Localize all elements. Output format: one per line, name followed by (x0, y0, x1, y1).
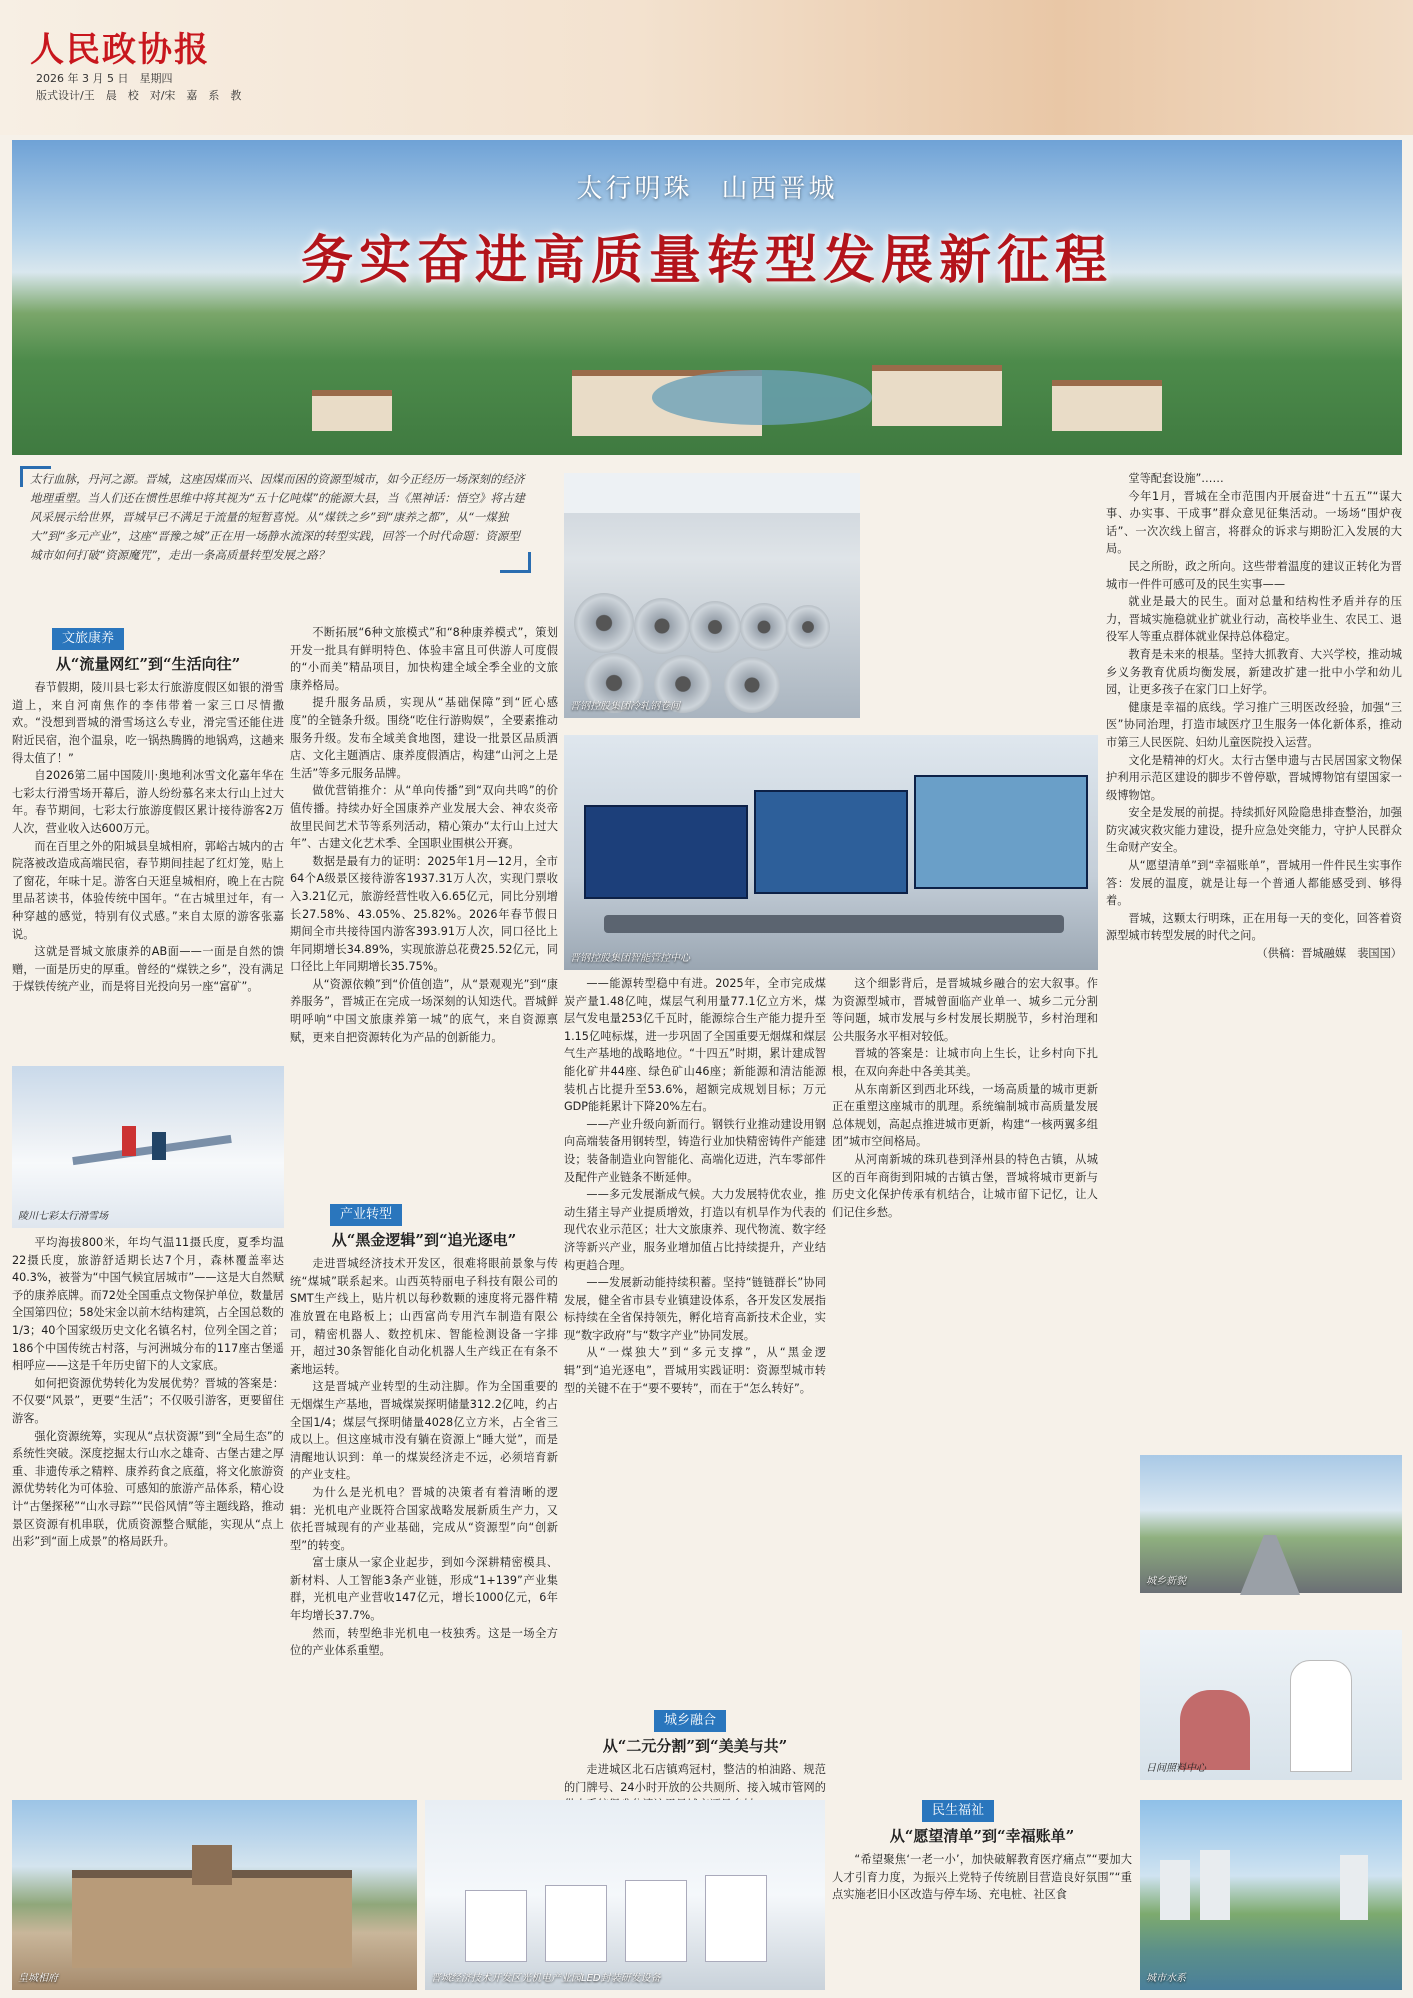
paragraph: 自2026第二届中国陵川·奥地利冰雪文化嘉年华在七彩太行滑雪场开幕后，游人纷纷慕名来太行山上过大年。春节期间，七彩太行旅游度假区累计接待游客2万人次，营业收入达600万元。 (12, 769, 284, 835)
photo-caption: 晋钢控股集团智能管控中心 (570, 953, 690, 964)
paragraph: 从东南新区到西北环线，一场高质量的城市更新正在重塑这座城市的肌理。系统编制城市高质量发展总体规划，高起点推进城市更新，构建“一核两翼多组团”城市空间格局。 (832, 1082, 1098, 1149)
paragraph: 春节假期，陵川县七彩太行旅游度假区如银的滑雪道上，来自河南焦作的李伟带着一家三口尽情撒欢。“没想到晋城的滑雪场这么专业，滑完雪还能住进附近民宿，泡个温泉，吃一锅热腾腾的地锅鸡，这趟来得太值了！” (12, 681, 284, 765)
paragraph: 晋城，这颗太行明珠，正在用每一天的变化，回答着资源型城市转型发展的时代之问。 (1106, 911, 1402, 943)
paragraph: 然而，转型绝非光机电一枝独秀。这是一场全方位的产业体系重塑。 (290, 1626, 558, 1658)
steel-coils-photo (564, 473, 860, 718)
paragraph: 平均海拔800米，年均气温11摄氏度，夏季均温22摄氏度，旅游舒适期长达7个月，森林覆盖率达40.3%，被誉为“中国气候宜居城市”——这是大自然赋予的康养底牌。而72处全国重点文物保护单位，数量居全国第四位；58处宋金以前木结构建筑，占全国总数的1/3；40个国家级历史文化名镇名村，位列全国之首；186个中国传统古村落，与河洲城分布的117座古堡遥相呼应——这是千年历史留下的人文家底。 (12, 1236, 284, 1373)
paragraph: 走进城区北石店镇鸡冠村，整洁的柏油路、规范的门牌号、24小时开放的公共厕所、接入城市管网的 (564, 1763, 826, 1794)
paragraph: 今年1月，晋城在全市范围内开展奋进“十五五”“谋大事、办实事、干成事”群众意见征集活动。一场场“围炉夜话”、一次次线上留言，将群众的诉求与期盼汇入发展的大局。 (1106, 489, 1402, 556)
paragraph: 晋城的答案是：让城市向上生长，让乡村向下扎根，在双向奔赴中各美其美。 (832, 1047, 1098, 1078)
ski-resort-photo (12, 1066, 284, 1228)
display-screen (584, 805, 748, 899)
paragraph: ——多元发展渐成气候。大力发展特优农业，推动生猪主导产业提质增效，打造以有机旱作为代表的现代农业示范区；壮大文旅康养、现代物流、数字经济等新兴产业，服务业增加值占比持续提升，产业结构更趋合理。 (564, 1188, 826, 1272)
issue-staff: 版式设计/王 晨 校 对/宋 嘉 系 教 (36, 89, 242, 102)
paragraph: 从“资源依赖”到“价值创造”，从“景观观光”到“康养服务”，晋城正在完成一场深刻的认知迭代。晋城鲜明呼响“中国文旅康养第一城”的底气，来自资源禀赋，更来自把资源转化为产品的创新能力。 (290, 977, 558, 1044)
clinic-photo (1140, 1630, 1402, 1780)
column-4 (832, 975, 1098, 1795)
paragraph: 安全是发展的前提。持续抓好风险隐患排查整治，加强防灾减灾救灾能力建设，提升应急处突能力，守护人民群众生命财产安全。 (1106, 806, 1402, 855)
column-2-bottom (290, 1204, 558, 1789)
paragraph: 提升服务品质，实现从“基础保障”到“匠心感度”的全链条升级。围绕“吃住行游购娱”，全要素推动服务升级。发布全域美食地图，建设一批景区品质酒店、文化主题酒店、康养度假酒店，构建“山河之上是生活”等多元服务品牌。 (290, 696, 558, 780)
photo-caption: 日间照料中心 (1146, 1763, 1206, 1774)
column-1-top (12, 628, 284, 1061)
castle-tower (192, 1845, 232, 1885)
steel-coil (689, 601, 741, 653)
section-title-welfare: 从“愿望清单”到“幸福账单” (889, 1826, 1075, 1845)
paragraph: 强化资源统筹，实现从“点状资源”到“全局生态”的系统性突破。深度挖掘太行山水之雄奇、古堡古建之厚重、非遗传承之精粹、康养药食之底蕴，将文化旅游资源优势转化为可体验、可感知的旅游产品体系，精心设计“古堡探秘”“山水寻踪”“民俗风情”等主题线路，推动景区资源有机串联，优质资源整合赋能，实现从“点上出彩”到“面上成景”的格局跃升。 (12, 1429, 284, 1549)
photo-caption: 晋钢控股集团冷轧钢卷间 (570, 701, 680, 712)
console-desk (604, 915, 1064, 933)
section-tag-industry: 产业转型 (330, 1204, 402, 1226)
steel-coil (724, 657, 780, 713)
photo-caption: 皇城相府 (18, 1973, 58, 1984)
column-1-bottom (12, 1234, 284, 1789)
control-center-photo (564, 735, 1098, 970)
photo-caption: 城乡新貌 (1146, 1576, 1186, 1587)
tower (1340, 1855, 1368, 1920)
patient (1180, 1690, 1250, 1770)
paragraph: 这个细影背后，是晋城城乡融合的宏大叙事。作为资源型城市，晋城曾面临产业单一、城乡二元分割等问题，城市发展与乡村发展长期脱节，乡村治理和公共服务水平相对较低。 (832, 977, 1098, 1043)
issue-meta (36, 70, 241, 104)
equipment (545, 1885, 607, 1962)
paragraph: ——产业升级向新而行。钢铁行业推动建设用钢向高端装备用钢转型，铸造行业加快精密铸件产能建设；装备制造业向智能化、高端化迈进，汽车零部件及配件产业链条不断延伸。 (564, 1117, 826, 1184)
paragraph: 教育是未来的根基。坚持大抓教育、大兴学校，推动城乡义务教育优质均衡发展，新建改扩建一批中小学和幼儿园，让更多孩子在家门口上好学。 (1106, 647, 1402, 697)
paragraph: 不断拓展“6种文旅模式”和“8种康养模式”，策划开发一批具有鲜明特色、体验丰富且可供游人可度假的“小而美”精品项目，加快构建全域全季全业的文旅康养格局。 (290, 626, 558, 692)
paragraph: ——发展新动能持续积蓄。坚持“链链群长”协同发展，健全省市县专业镇建设体系，各开发区发展指标持续在全省保持领先，孵化培育高新技术企业，实现“数字政府”与“数字产业”协同发展。 (564, 1276, 826, 1342)
display-screen (914, 775, 1088, 889)
road-photo (1140, 1455, 1402, 1593)
paragraph: 就业是最大的民生。面对总量和结构性矛盾并存的压力，晋城实施稳就业扩就业行动，高校毕业生、农民工、退役军人等重点群体就业保持总体稳定。 (1106, 595, 1402, 644)
resort-building (1052, 380, 1162, 431)
doctor (1290, 1660, 1352, 1772)
section-tag-culture: 文旅康养 (52, 628, 124, 650)
photo-caption: 城市水系 (1146, 1973, 1186, 1984)
paragraph: 文化是精神的灯火。太行古堡申遗与古民居国家文物保护利用示范区建设的脚步不曾停歇，晋城博物馆有望国家一级博物馆。 (1106, 753, 1402, 802)
section-title-culture: 从“流量网红”到“生活向往” (55, 654, 241, 673)
paragraph: 从河南新城的珠玑巷到泽州县的特色古镇，从城区的百年商街到阳城的古镇古堡，晋城将城市更新与历史文化保护传承有机结合，让城市留下记忆，让人们记住乡愁。 (832, 1152, 1098, 1219)
paragraph: 走进晋城经济技术开发区，很难将眼前景象与传统“煤城”联系起来。山西英特丽电子科技有限公司的SMT生产线上，贴片机以每秒数颗的速度将元器件精准放置在电路板上；山西富尚专用汽车制造有限公司，精密机器人、数控机床、智能检测设备一字排开，超过30条智能化自动化机器人生产线正在有条不紊地运转。 (290, 1257, 558, 1376)
resort-building (872, 365, 1002, 426)
section-tag-urban: 城乡融合 (654, 1710, 726, 1732)
tower (1200, 1850, 1230, 1920)
equipment (465, 1890, 527, 1962)
column-3-urban (564, 1710, 826, 1794)
lake (652, 370, 872, 425)
paragraph: ——能源转型稳中有进。2025年，全市完成煤炭产量1.48亿吨，煤层气利用量77.1亿立方米，煤层气发电量253亿千瓦时，能源综合生产能力提升至1.15亿吨标煤，进一步巩固了全国重要无烟煤和煤层气生产基地的战略地位。“十四五”时期，累计建成智能化矿井44座、绿色矿山46座；新能源和清洁能源装机占比提升至53.6%，超额完成规划目标；万元GDP能耗累计下降20%左右。 (564, 977, 826, 1114)
paragraph: 健康是幸福的底线。学习推广三明医改经验，加强“三医”协同治理，打造市域医疗卫生服务一体化新体系，推动市第三人民医院、妇幼儿童医院投入运营。 (1106, 700, 1402, 749)
masthead (0, 0, 1413, 135)
equipment (705, 1875, 767, 1962)
column-2-top (290, 624, 558, 1199)
intro-paragraph: 太行血脉，丹河之源。晋城，这座因煤而兴、因煤而困的资源型城市，如今正经历一场深刻的经济地理重塑。当人们还在惯性思维中将其视为“五十亿吨煤”的能源大县，当《黑神话：悟空》将古建风采展示给世界，晋城早已不满足于流量的短暂喜悦。从“煤铁之乡”到“康养之都”，从“一煤独大”到“多元产业”，这座“晋豫之城”正在用一场静水流深的转型实践，回答一个时代命题：资源型城市如何打破“资源魔咒”，走出一条高质量转型发展之路？ (30, 472, 525, 562)
photo-caption: 陵川七彩太行滑雪场 (18, 1211, 108, 1222)
paragraph: 从“愿望清单”到“幸福账单”，晋城用一件件民生实事作答：发展的温度，就是让每一个普通人都能感受到、够得着。 (1106, 859, 1402, 908)
tower (1160, 1860, 1190, 1920)
section-title-urban: 从“二元分割”到“美美与共” (602, 1736, 788, 1755)
steel-coil (634, 598, 690, 654)
road (1240, 1535, 1300, 1595)
paragraph: 为什么是光机电？晋城的决策者有着清晰的逻辑：光机电产业既符合国家战略发展新质生产力，又依托晋城现有的产业基础，完成从“资源型”向“创新型”的转变。 (290, 1485, 558, 1552)
hero-kicker: 太行明珠 山西晋城 (576, 174, 838, 204)
castle-photo (12, 1800, 417, 1990)
column-5 (1106, 470, 1402, 1578)
welfare-section (832, 1800, 1132, 1990)
hero-panorama (12, 140, 1402, 455)
skier (122, 1126, 136, 1156)
paragraph: 如何把资源优势转化为发展优势？晋城的答案是：不仅要“风景”，更要“生活”；不仅吸引游客，更要留住游客。 (12, 1376, 284, 1425)
steel-coil (740, 603, 788, 651)
byline: （供稿：晋城融媒 裴国国） (1256, 947, 1402, 961)
paragraph: 而在百里之外的阳城县皇城相府，郭峪古城内的古院落被改造成高端民宿，春节期间挂起了红灯笼，贴上了窗花，年味十足。游客白天逛皇城相府，晚上在古院里品茗读书，体验传统中国年。“在古城里过年，有一种穿越的感觉，特别有仪式感。”来自太原的游客张嘉说。 (12, 839, 284, 941)
section-title-industry: 从“黑金逻辑”到“追光逐电” (331, 1230, 517, 1249)
steel-coil (786, 605, 830, 649)
factory-ceiling (564, 473, 860, 513)
newspaper-logo: 人民政协报 (30, 30, 210, 70)
issue-date: 2026 年 3 月 5 日 星期四 (36, 72, 173, 85)
page-headline: 务实奋进高质量转型发展新征程 (300, 230, 1113, 291)
paragraph: 做优营销推介：从“单向传播”到“双向共鸣”的价值传播。持续办好全国康养产业发展大会、神农炎帝故里民间艺术节等系列活动，精心策办“太行山上过大年”、古建文化艺术季、全国职业围棋公开赛。 (290, 784, 558, 851)
lab-photo (425, 1800, 825, 1990)
paragraph: 从“一煤独大”到“多元支撑”，从“黑金逻辑”到“追光逐电”，晋城用实践证明：资源型城市转型的关键不在于“要不要转”，而在于“怎么转好”。 (564, 1346, 826, 1395)
paragraph: 堂等配套设施”…… (1128, 472, 1224, 485)
paragraph: 这就是晋城文旅康养的AB面——一面是自然的馈赠，一面是历史的厚重。曾经的“煤铁之乡”，没有满足于煤铁传统产业，而是将目光投向另一座“富矿”。 (12, 945, 284, 994)
steel-coil (574, 593, 634, 653)
paragraph: 富士康从一家企业起步，到如今深耕精密模具、新材料、人工智能3条产业链，形成“1+139”产业集群，光机电产业营收147亿元，增长1000亿元，6年年均增长37.7%。 (290, 1556, 558, 1623)
paragraph: 这是晋城产业转型的生动注脚。作为全国重要的无烟煤生产基地，晋城煤炭探明储量312.2亿吨，约占全国1/4；煤层气探明储量4028亿立方米，占全省三成以上。但这座城市没有躺在资源上“睡大觉”，而是清醒地认识到：单一的煤炭经济走不远，必须培育新的产业支柱。 (290, 1380, 558, 1482)
equipment (625, 1880, 687, 1962)
river-photo (1140, 1800, 1402, 1990)
resort-building (312, 390, 392, 431)
photo-caption: 晋城经济技术开发区光机电产业园LED封装研发设备 (431, 1973, 661, 1984)
section-tag-welfare: 民生福祉 (922, 1800, 994, 1822)
skier (152, 1132, 166, 1160)
display-screen (754, 790, 908, 894)
column-3 (564, 975, 826, 1710)
paragraph: 数据是最有力的证明：2025年1月—12月，全市64个A级景区接待游客1937.31万人次，实现门票收入3.21亿元，旅游经营性收入6.65亿元，同比分别增长27.58%、43.05%、25.82%。2026年春节假日期间全市共接待国内游客393.91万人次，同口径比上年同期增长34.89%，实现旅游总花费25.52亿元，同口径比上年同期增长35.75%。 (290, 854, 558, 974)
paragraph: “希望聚焦‘一老一小’，加快破解教育医疗痛点”“要加大人才引育力度，为振兴上党特子传统剧目营造良好氛围”“重点实施老旧小区改造与停车场、充电桩、社区食 (832, 1853, 1132, 1902)
paragraph: 民之所盼，政之所向。这些带着温度的建议正转化为晋城市一件件可感可及的民生实事—— (1106, 559, 1402, 591)
